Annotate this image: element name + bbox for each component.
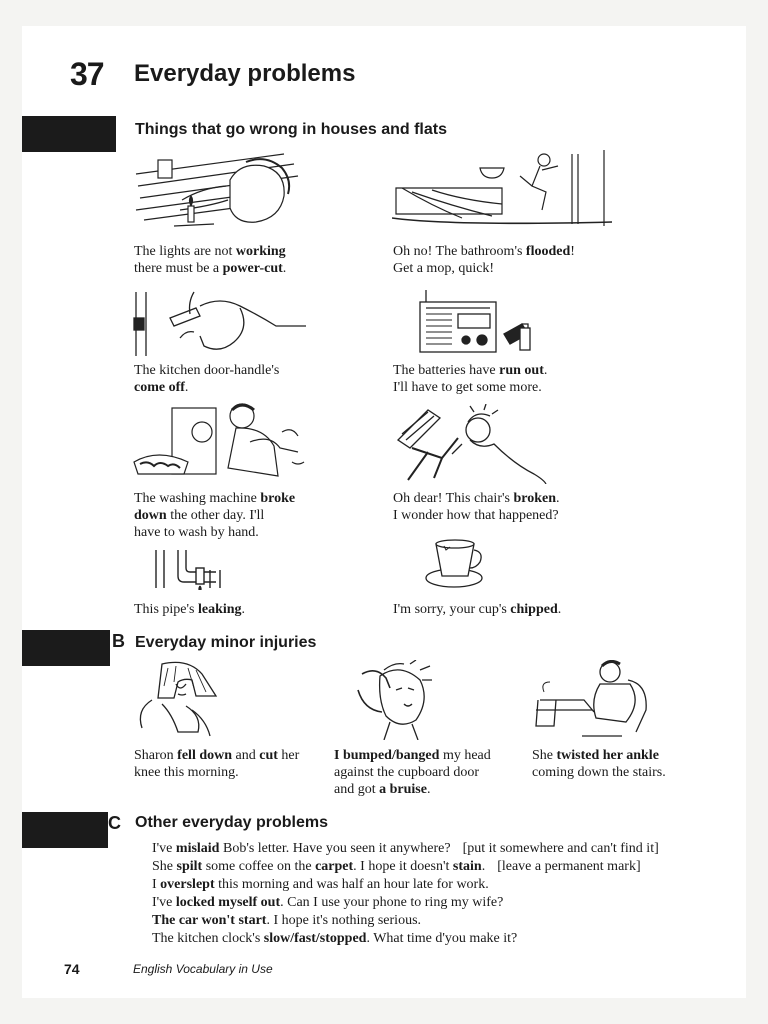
radio-batteries-icon — [416, 290, 536, 358]
washing-by-hand-icon — [132, 402, 316, 482]
other-problems-list — [152, 840, 659, 948]
problem-line: I've mislaid Bob's letter. Have you seen it anywhere? [put it somewhere and can't find it] — [152, 841, 659, 856]
caption-washing-machine: The washing machine broke down the other day. I'll have to wash by hand. — [134, 491, 296, 540]
caption-pipe: This pipe's leaking. — [134, 602, 246, 617]
caption-twisted-ankle: She twisted her ankle coming down the stairs. — [532, 748, 666, 780]
section-c-title: Other everyday problems — [135, 814, 328, 831]
door-handle-icon — [130, 288, 306, 358]
unit-number: 37 — [70, 56, 104, 92]
chipped-cup-icon — [424, 538, 486, 590]
problem-line: The kitchen clock's slow/fast/stopped. What time d'you make it? — [152, 931, 518, 946]
caption-bathroom: Oh no! The bathroom's flooded! Get a mop, quick! — [393, 244, 575, 276]
section-a-title: Things that go wrong in houses and flats — [135, 121, 447, 138]
cut-knee-icon — [132, 660, 224, 740]
problem-line: She spilt some coffee on the carpet. I hope it doesn't stain. [leave a permanent mark] — [152, 859, 641, 874]
book-title: English Vocabulary in Use — [133, 962, 273, 976]
flooded-bathroom-icon — [392, 150, 614, 230]
problem-line: The car won't start. I hope it's nothing serious. — [152, 913, 422, 928]
dark-room-candle-icon — [134, 150, 304, 232]
caption-door-handle: The kitchen door-handle's come off. — [134, 363, 280, 395]
problem-line: I overslept this morning and was half an hour late for work. — [152, 877, 489, 892]
section-b-letter: B — [112, 631, 125, 651]
section-b-title: Everyday minor injuries — [135, 634, 317, 651]
section-b-marker — [22, 630, 110, 666]
caption-cup: I'm sorry, your cup's chipped. — [393, 602, 562, 617]
caption-chair: Oh dear! This chair's broken. I wonder how that happened? — [393, 491, 560, 523]
caption-lights: The lights are not working there must be a power-cut. — [134, 244, 287, 276]
twisted-ankle-icon — [530, 660, 648, 740]
broken-chair-icon — [392, 404, 552, 484]
caption-bumped-head: I bumped/banged my head against the cupboard door and got a bruise. — [334, 748, 491, 797]
caption-batteries: The batteries have run out. I'll have to get some more. — [393, 363, 548, 395]
unit-title: Everyday problems — [134, 60, 356, 87]
caption-fell-down: Sharon fell down and cut her knee this morning. — [134, 748, 300, 780]
section-a-marker — [22, 116, 116, 152]
page-number: 74 — [64, 961, 80, 977]
section-c-letter: C — [108, 813, 121, 833]
section-c-marker — [22, 812, 108, 848]
problem-line: I've locked myself out. Can I use your phone to ring my wife? — [152, 895, 504, 910]
bumped-head-icon — [350, 660, 436, 740]
leaking-pipe-icon — [150, 548, 230, 590]
